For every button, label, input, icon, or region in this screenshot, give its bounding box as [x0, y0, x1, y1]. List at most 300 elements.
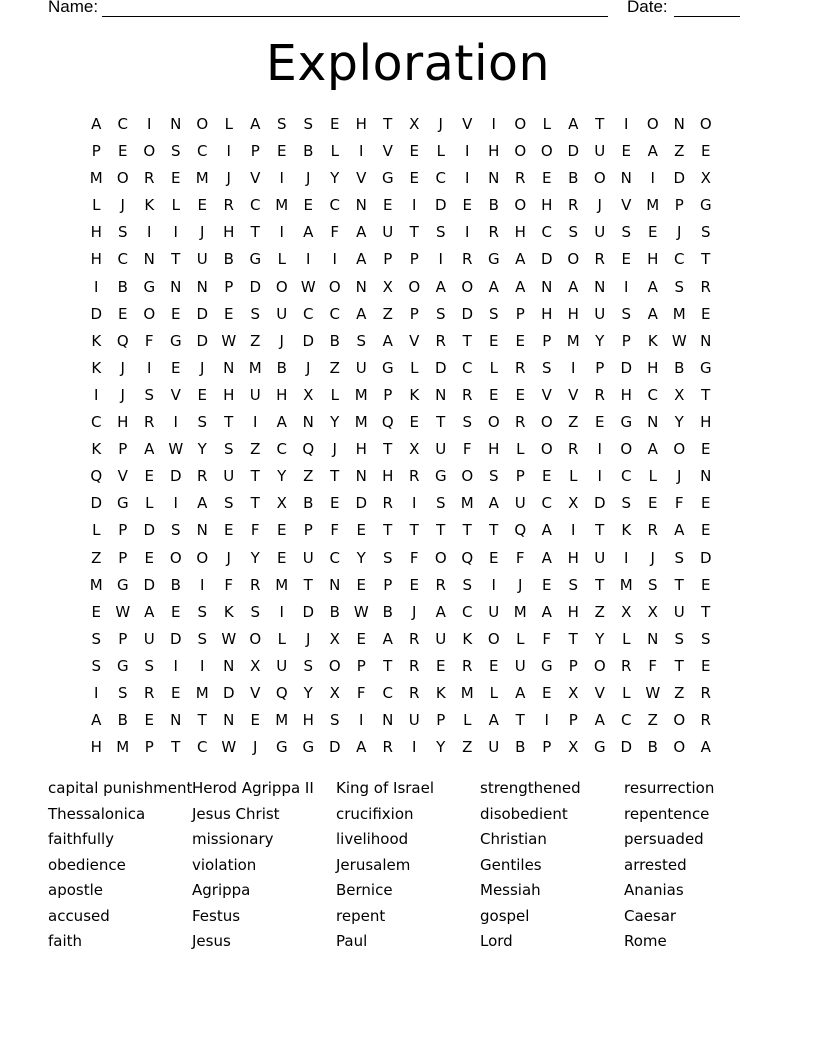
grid-cell: M: [646, 196, 660, 215]
grid-cell: A: [356, 250, 367, 269]
grid-cell: I: [571, 358, 576, 377]
grid-cell: E: [91, 602, 101, 621]
grid-cell: B: [382, 602, 393, 621]
grid-cell: C: [621, 467, 632, 486]
grid-cell: Y: [277, 467, 287, 486]
grid-cell: B: [223, 250, 234, 269]
grid-row: [83, 734, 719, 761]
grid-cell: U: [302, 548, 314, 567]
grid-cell: X: [329, 683, 340, 702]
grid-cell: A: [647, 304, 658, 323]
grid-cell: T: [224, 413, 234, 432]
grid-cell: B: [515, 738, 526, 757]
grid-cell: S: [568, 223, 579, 242]
grid-cell: D: [699, 548, 712, 567]
grid-cell: S: [197, 629, 208, 648]
search-word: gospel: [480, 906, 530, 925]
grid-cell: J: [226, 548, 231, 567]
grid-cell: A: [91, 115, 102, 133]
grid-cell: E: [462, 196, 472, 215]
grid-cell: S: [197, 602, 208, 621]
grid-cell: G: [540, 656, 553, 675]
grid-cell: E: [515, 385, 525, 404]
grid-cell: H: [567, 602, 579, 621]
grid-cell: Y: [303, 683, 313, 702]
grid-cell: R: [621, 656, 632, 675]
grid-cell: F: [144, 331, 154, 350]
grid-cell: I: [412, 738, 417, 757]
grid-cell: G: [699, 358, 712, 377]
grid-cell: D: [434, 196, 447, 215]
grid-cell: R: [144, 169, 155, 188]
grid-cell: H: [223, 223, 235, 242]
grid-cell: U: [382, 223, 394, 242]
grid-cell: A: [647, 142, 658, 161]
grid-cell: S: [170, 521, 181, 540]
grid-cell: C: [197, 142, 208, 161]
grid-cell: T: [595, 521, 605, 540]
grid-cell: I: [94, 385, 99, 404]
grid-cell: Z: [568, 413, 579, 432]
grid-cell: U: [435, 440, 447, 459]
grid-cell: K: [223, 602, 234, 621]
grid-cell: K: [435, 683, 446, 702]
grid-cell: P: [409, 304, 419, 323]
grid-cell: Q: [116, 331, 129, 350]
grid-cell: I: [147, 358, 152, 377]
grid-cell: A: [674, 521, 685, 540]
grid-cell: X: [700, 169, 711, 188]
grid-cell: C: [117, 250, 128, 269]
grid-cell: S: [488, 304, 499, 323]
grid-cell: A: [488, 711, 499, 730]
grid-cell: A: [541, 521, 552, 540]
grid-cell: Q: [90, 467, 103, 486]
grid-cell: O: [699, 115, 712, 133]
grid-cell: S: [250, 602, 261, 621]
grid-cell: T: [568, 629, 578, 648]
grid-cell: V: [170, 385, 181, 404]
grid-cell: V: [382, 142, 393, 161]
grid-cell: N: [700, 331, 712, 350]
grid-cell: N: [647, 413, 659, 432]
grid-cell: H: [488, 142, 500, 161]
grid-cell: I: [412, 494, 417, 513]
grid-cell: O: [514, 196, 527, 215]
grid-cell: N: [355, 196, 367, 215]
grid-row: [83, 626, 719, 653]
search-word: Bernice: [336, 881, 393, 899]
grid-cell: E: [171, 169, 181, 188]
grid-cell: T: [409, 521, 419, 540]
grid-cell: D: [328, 738, 341, 757]
grid-cell: C: [621, 711, 632, 730]
grid-cell: D: [169, 629, 182, 648]
grid-cell: I: [465, 142, 470, 161]
grid-row: [83, 707, 719, 734]
grid-cell: N: [355, 467, 367, 486]
word-column: [624, 776, 768, 955]
grid-cell: O: [673, 440, 686, 459]
grid-cell: J: [306, 169, 311, 188]
grid-cell: J: [279, 331, 284, 350]
grid-row: [83, 111, 719, 138]
grid-cell: N: [382, 711, 394, 730]
grid-cell: A: [250, 115, 261, 133]
grid-cell: R: [594, 385, 605, 404]
grid-cell: Y: [595, 629, 605, 648]
grid-row: [83, 382, 719, 409]
grid-cell: D: [143, 575, 156, 594]
grid-cell: Z: [674, 683, 685, 702]
grid-cell: I: [465, 223, 470, 242]
grid-cell: M: [566, 331, 580, 350]
grid-cell: X: [276, 494, 287, 513]
grid-cell: M: [275, 575, 289, 594]
grid-cell: U: [488, 602, 500, 621]
grid-cell: L: [330, 385, 339, 404]
grid-cell: C: [382, 683, 393, 702]
grid-cell: R: [250, 575, 261, 594]
grid-cell: F: [648, 656, 658, 675]
grid-cell: I: [412, 196, 417, 215]
grid-cell: X: [647, 602, 658, 621]
grid-cell: C: [674, 250, 685, 269]
grid-cell: V: [568, 385, 579, 404]
grid-cell: H: [647, 358, 659, 377]
grid-cell: J: [650, 548, 655, 567]
grid-cell: R: [700, 277, 711, 296]
grid-cell: S: [303, 656, 314, 675]
grid-cell: E: [701, 494, 711, 513]
grid-cell: H: [567, 304, 579, 323]
grid-cell: S: [647, 575, 658, 594]
grid-cell: E: [701, 656, 711, 675]
grid-cell: T: [409, 223, 419, 242]
grid-cell: A: [197, 494, 208, 513]
grid-cell: R: [144, 683, 155, 702]
grid-cell: E: [701, 440, 711, 459]
grid-cell: D: [355, 494, 368, 513]
grid-cell: I: [650, 169, 655, 188]
grid-cell: S: [674, 277, 685, 296]
grid-cell: P: [118, 629, 128, 648]
grid-cell: W: [115, 602, 131, 621]
search-word: disobedient: [480, 804, 568, 823]
grid-cell: I: [624, 115, 629, 133]
grid-cell: S: [91, 629, 102, 648]
grid-cell: K: [144, 196, 155, 215]
grid-cell: J: [597, 196, 602, 215]
grid-cell: Q: [514, 521, 527, 540]
grid-cell: B: [568, 169, 579, 188]
grid-cell: I: [173, 413, 178, 432]
grid-cell: H: [567, 548, 579, 567]
grid-cell: X: [303, 385, 314, 404]
grid-cell: M: [116, 738, 130, 757]
grid-cell: E: [144, 548, 154, 567]
grid-cell: S: [144, 385, 155, 404]
word-column: [480, 776, 624, 955]
grid-cell: E: [436, 656, 446, 675]
grid-cell: O: [143, 142, 156, 161]
grid-cell: E: [171, 683, 181, 702]
grid-cell: G: [143, 277, 156, 296]
grid-cell: G: [116, 656, 129, 675]
grid-cell: W: [221, 738, 237, 757]
grid-cell: P: [383, 250, 393, 269]
grid-cell: E: [409, 169, 419, 188]
grid-cell: I: [226, 142, 231, 161]
grid-cell: T: [674, 656, 684, 675]
grid-cell: E: [197, 196, 207, 215]
grid-cell: E: [197, 385, 207, 404]
grid-cell: C: [541, 494, 552, 513]
grid-cell: T: [197, 711, 207, 730]
grid-cell: U: [594, 304, 606, 323]
grid-cell: Z: [647, 711, 658, 730]
grid-cell: B: [329, 331, 340, 350]
grid-cell: E: [356, 575, 366, 594]
grid-cell: A: [515, 683, 526, 702]
worksheet-header: [48, 0, 748, 21]
grid-cell: H: [541, 304, 553, 323]
grid-cell: V: [462, 115, 473, 133]
search-word: violation: [192, 855, 257, 874]
grid-cell: E: [144, 467, 154, 486]
grid-cell: O: [408, 277, 421, 296]
grid-cell: R: [435, 331, 446, 350]
grid-cell: H: [488, 440, 500, 459]
grid-cell: C: [329, 304, 340, 323]
search-word: missionary: [192, 830, 274, 848]
grid-cell: H: [647, 250, 659, 269]
search-word: Agrippa: [192, 881, 251, 899]
grid-cell: U: [673, 602, 685, 621]
grid-cell: E: [489, 548, 499, 567]
grid-cell: O: [540, 413, 553, 432]
grid-cell: N: [196, 277, 208, 296]
grid-cell: X: [568, 494, 579, 513]
grid-cell: I: [491, 115, 496, 133]
grid-cell: Z: [91, 548, 102, 567]
grid-cell: N: [223, 358, 235, 377]
grid-cell: E: [409, 413, 419, 432]
grid-cell: M: [354, 413, 368, 432]
grid-cell: E: [621, 250, 631, 269]
grid-cell: K: [91, 331, 102, 350]
grid-cell: B: [170, 575, 181, 594]
search-word: faithfully: [48, 830, 115, 848]
grid-cell: D: [169, 467, 182, 486]
grid-cell: Q: [461, 548, 474, 567]
grid-cell: U: [514, 494, 526, 513]
grid-cell: I: [544, 711, 549, 730]
grid-cell: O: [646, 115, 659, 133]
grid-cell: E: [118, 304, 128, 323]
grid-cell: V: [117, 467, 128, 486]
grid-cell: M: [195, 169, 209, 188]
grid-row: [83, 490, 719, 517]
grid-cell: P: [250, 142, 260, 161]
grid-cell: B: [647, 738, 658, 757]
grid-cell: W: [221, 331, 237, 350]
search-word: Jesus Christ: [192, 804, 280, 823]
grid-cell: C: [276, 440, 287, 459]
grid-cell: P: [303, 521, 313, 540]
grid-cell: F: [462, 440, 472, 459]
grid-cell: D: [567, 142, 580, 161]
grid-cell: O: [143, 304, 156, 323]
grid-cell: P: [383, 575, 393, 594]
grid-cell: D: [302, 602, 315, 621]
grid-cell: X: [674, 385, 685, 404]
grid-cell: V: [541, 385, 552, 404]
grid-cell: P: [568, 656, 578, 675]
search-word: repentence: [624, 804, 710, 823]
grid-cell: E: [701, 142, 711, 161]
grid-cell: G: [381, 169, 394, 188]
search-word: arrested: [624, 855, 687, 874]
grid-cell: G: [593, 738, 606, 757]
grid-cell: A: [303, 223, 314, 242]
grid-cell: C: [303, 304, 314, 323]
grid-cell: K: [647, 331, 658, 350]
grid-cell: A: [515, 277, 526, 296]
grid-cell: D: [143, 521, 156, 540]
search-word: capital punishment: [48, 779, 193, 797]
grid-cell: N: [541, 277, 553, 296]
page-title: Exploration: [265, 35, 551, 92]
grid-cell: L: [569, 467, 578, 486]
grid-cell: J: [120, 196, 125, 215]
grid-cell: I: [359, 142, 364, 161]
grid-cell: A: [541, 602, 552, 621]
grid-cell: E: [648, 494, 658, 513]
grid-cell: Y: [356, 548, 366, 567]
grid-cell: Z: [250, 440, 261, 459]
grid-cell: I: [332, 250, 337, 269]
grid-cell: P: [621, 331, 631, 350]
grid-cell: I: [306, 250, 311, 269]
grid-cell: U: [514, 656, 526, 675]
grid-cell: L: [436, 142, 445, 161]
grid-cell: S: [621, 223, 632, 242]
grid-cell: A: [356, 223, 367, 242]
grid-cell: O: [673, 738, 686, 757]
grid-cell: L: [622, 683, 631, 702]
grid-cell: T: [383, 440, 393, 459]
grid-cell: E: [648, 223, 658, 242]
search-word: Paul: [336, 932, 368, 950]
grid-cell: Z: [329, 358, 340, 377]
grid-cell: E: [489, 656, 499, 675]
search-word: repent: [336, 906, 386, 925]
grid-row: [83, 274, 719, 301]
grid-cell: T: [303, 575, 313, 594]
grid-row: [83, 436, 719, 463]
grid-cell: O: [487, 629, 500, 648]
grid-cell: E: [515, 331, 525, 350]
grid-cell: M: [672, 304, 686, 323]
grid-row: [83, 328, 719, 355]
grid-cell: F: [330, 521, 340, 540]
grid-cell: T: [701, 385, 711, 404]
search-word: Rome: [624, 932, 667, 950]
grid-cell: I: [173, 494, 178, 513]
grid-cell: T: [674, 575, 684, 594]
word-column: [48, 776, 192, 955]
grid-cell: T: [383, 656, 393, 675]
grid-cell: H: [382, 467, 394, 486]
grid-cell: A: [568, 115, 579, 133]
grid-cell: R: [700, 711, 711, 730]
grid-cell: L: [410, 358, 419, 377]
search-word: apostle: [48, 881, 103, 899]
grid-cell: L: [516, 629, 525, 648]
grid-cell: E: [409, 142, 419, 161]
grid-cell: U: [249, 385, 261, 404]
search-word: obedience: [48, 855, 126, 874]
grid-cell: E: [409, 575, 419, 594]
grid-cell: O: [169, 548, 182, 567]
word-column: [336, 776, 480, 955]
grid-cell: B: [117, 277, 128, 296]
grid-cell: M: [275, 196, 289, 215]
grid-cell: V: [409, 331, 420, 350]
grid-cell: I: [253, 413, 258, 432]
grid-cell: E: [277, 521, 287, 540]
grid-cell: I: [147, 115, 152, 133]
search-word: Jerusalem: [336, 855, 411, 874]
grid-cell: W: [645, 683, 661, 702]
search-word: crucifixion: [336, 804, 414, 823]
grid-cell: O: [514, 142, 527, 161]
grid-cell: R: [409, 656, 420, 675]
grid-cell: E: [621, 142, 631, 161]
grid-cell: R: [462, 250, 473, 269]
grid-cell: F: [515, 548, 525, 567]
grid-cell: A: [356, 738, 367, 757]
grid-cell: U: [435, 629, 447, 648]
grid-cell: U: [276, 304, 288, 323]
grid-cell: S: [223, 440, 234, 459]
grid-cell: M: [275, 711, 289, 730]
grid-cell: I: [200, 575, 205, 594]
grid-cell: T: [171, 738, 181, 757]
grid-cell: O: [434, 548, 447, 567]
grid-cell: T: [383, 521, 393, 540]
grid-cell: O: [540, 440, 553, 459]
grid-cell: N: [355, 277, 367, 296]
grid-cell: L: [489, 358, 498, 377]
grid-cell: I: [200, 656, 205, 675]
grid-cell: V: [594, 683, 605, 702]
grid-cell: E: [701, 521, 711, 540]
grid-cell: N: [700, 467, 712, 486]
grid-cell: I: [173, 656, 178, 675]
grid-cell: E: [489, 385, 499, 404]
grid-cell: Y: [197, 440, 207, 459]
grid-cell: E: [171, 602, 181, 621]
grid-cell: E: [171, 358, 181, 377]
grid-cell: X: [568, 683, 579, 702]
grid-row: [83, 599, 719, 626]
grid-cell: E: [595, 413, 605, 432]
grid-cell: B: [329, 602, 340, 621]
grid-cell: D: [222, 683, 235, 702]
grid-cell: T: [436, 521, 446, 540]
